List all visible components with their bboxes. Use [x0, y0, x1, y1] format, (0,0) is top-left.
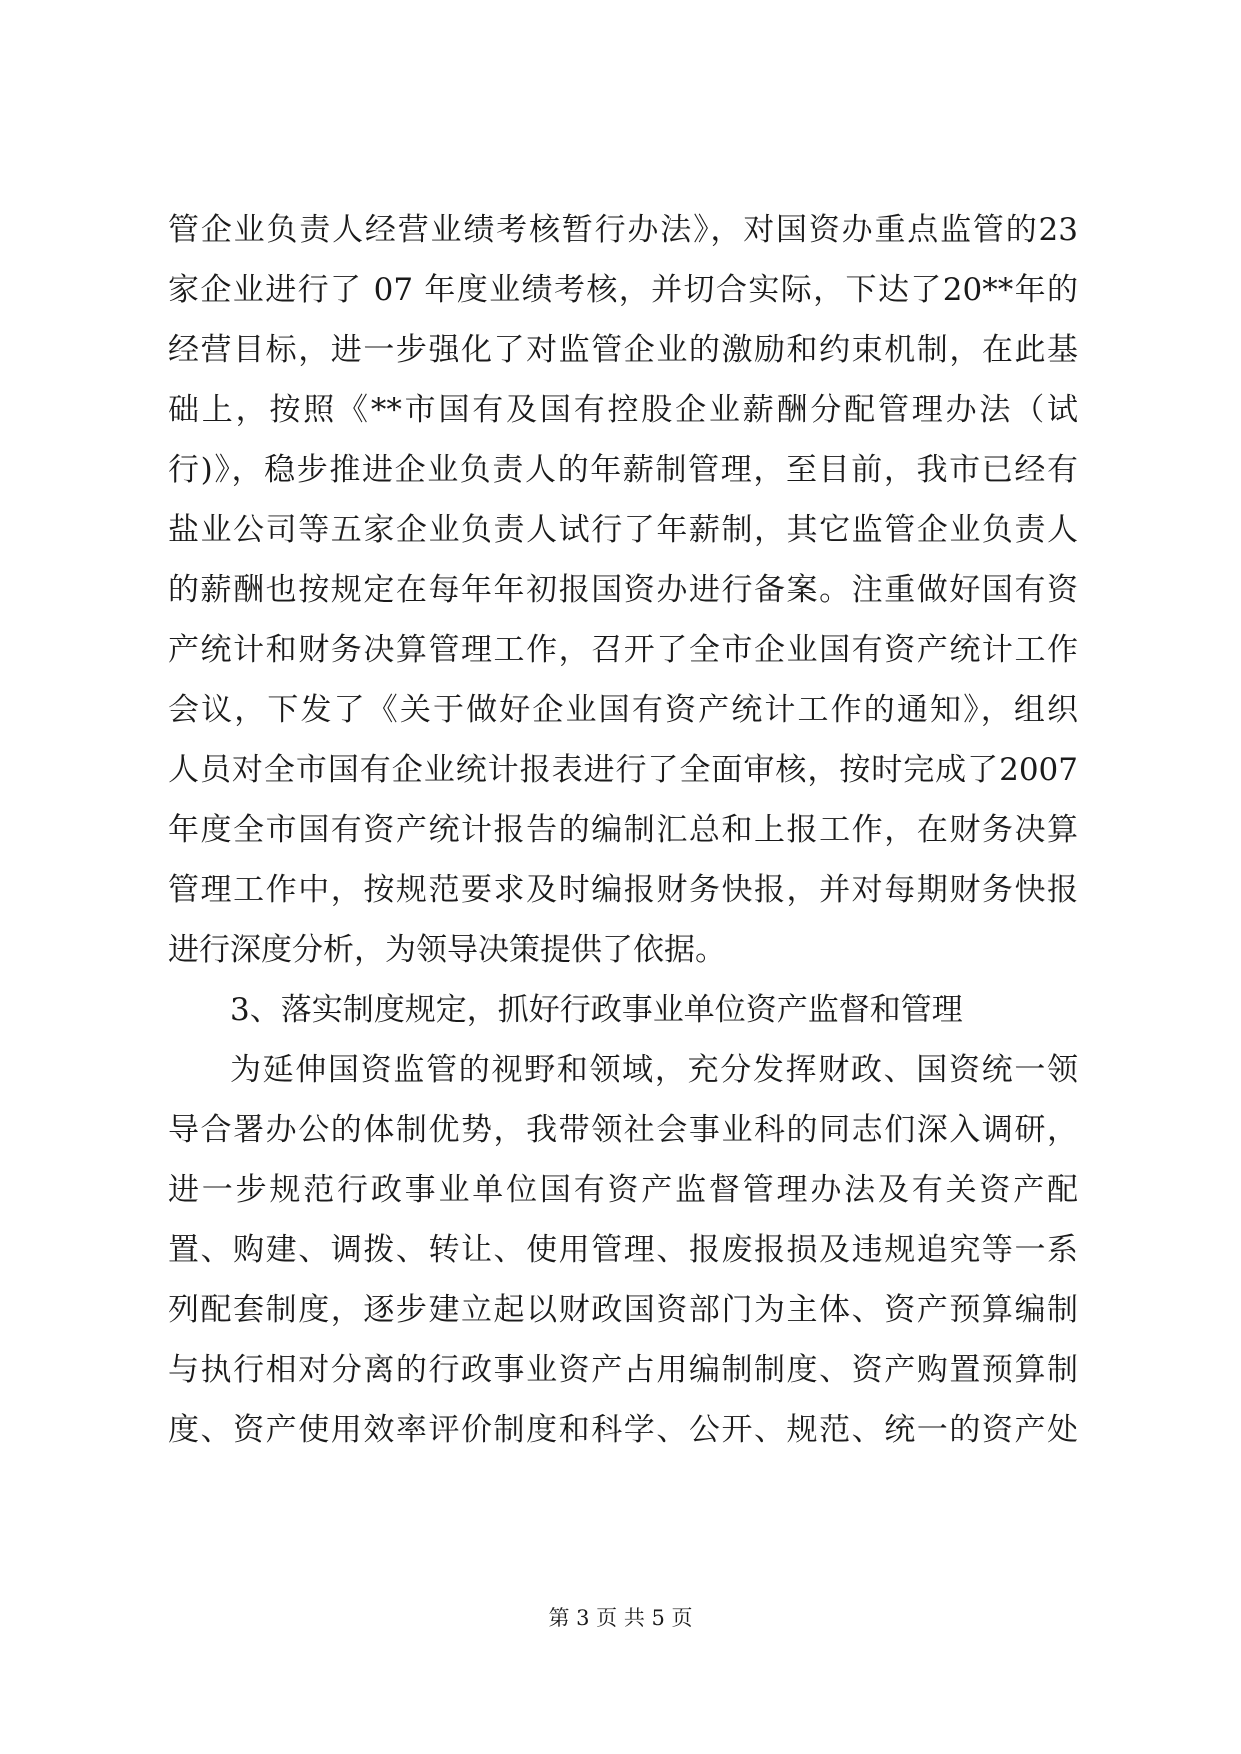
- body-line-3: 经营目标，进一步强化了对监管企业的激励和约束机制，在此基: [168, 332, 1078, 368]
- body-line-15: 为延伸国资监管的视野和领域，充分发挥财政、国资统一领: [230, 1052, 1078, 1088]
- body-line-2: 家企业进行了 07 年度业绩考核，并切合实际，下达了20**年的: [168, 272, 1078, 308]
- body-line-13: 进行深度分析，为领导决策提供了依据。: [168, 932, 726, 968]
- body-line-8: 产统计和财务决算管理工作，召开了全市企业国有资产统计工作: [168, 632, 1078, 668]
- body-line-21: 度、资产使用效率评价制度和科学、公开、规范、统一的资产处: [168, 1412, 1078, 1448]
- body-line-19: 列配套制度，逐步建立起以财政国资部门为主体、资产预算编制: [168, 1292, 1078, 1328]
- body-line-7: 的薪酬也按规定在每年年初报国资办进行备案。注重做好国有资: [168, 572, 1078, 608]
- body-line-6: 盐业公司等五家企业负责人试行了年薪制，其它监管企业负责人: [168, 512, 1078, 548]
- body-line-11: 年度全市国有资产统计报告的编制汇总和上报工作，在财务决算: [168, 812, 1078, 848]
- body-line-4: 础上，按照《**市国有及国有控股企业薪酬分配管理办法（试: [168, 392, 1078, 428]
- body-line-1: 管企业负责人经营业绩考核暂行办法》，对国资办重点监管的23: [168, 212, 1078, 248]
- body-line-20: 与执行相对分离的行政事业资产占用编制制度、资产购置预算制: [168, 1352, 1078, 1388]
- body-line-10: 人员对全市国有企业统计报表进行了全面审核，按时完成了2007: [168, 752, 1078, 788]
- body-line-5: 行)》，稳步推进企业负责人的年薪制管理，至目前，我市已经有: [168, 452, 1078, 488]
- body-line-18: 置、购建、调拨、转让、使用管理、报废报损及违规追究等一系: [168, 1232, 1078, 1268]
- section-heading: 3、落实制度规定，抓好行政事业单位资产监督和管理: [230, 992, 963, 1028]
- body-line-9: 会议，下发了《关于做好企业国有资产统计工作的通知》，组织: [168, 692, 1078, 728]
- page-footer: 第 3 页 共 5 页: [548, 1606, 693, 1630]
- body-line-16: 导合署办公的体制优势，我带领社会事业科的同志们深入调研，: [168, 1112, 1078, 1148]
- body-line-17: 进一步规范行政事业单位国有资产监督管理办法及有关资产配: [168, 1172, 1078, 1208]
- body-line-12: 管理工作中，按规范要求及时编报财务快报，并对每期财务快报: [168, 872, 1078, 908]
